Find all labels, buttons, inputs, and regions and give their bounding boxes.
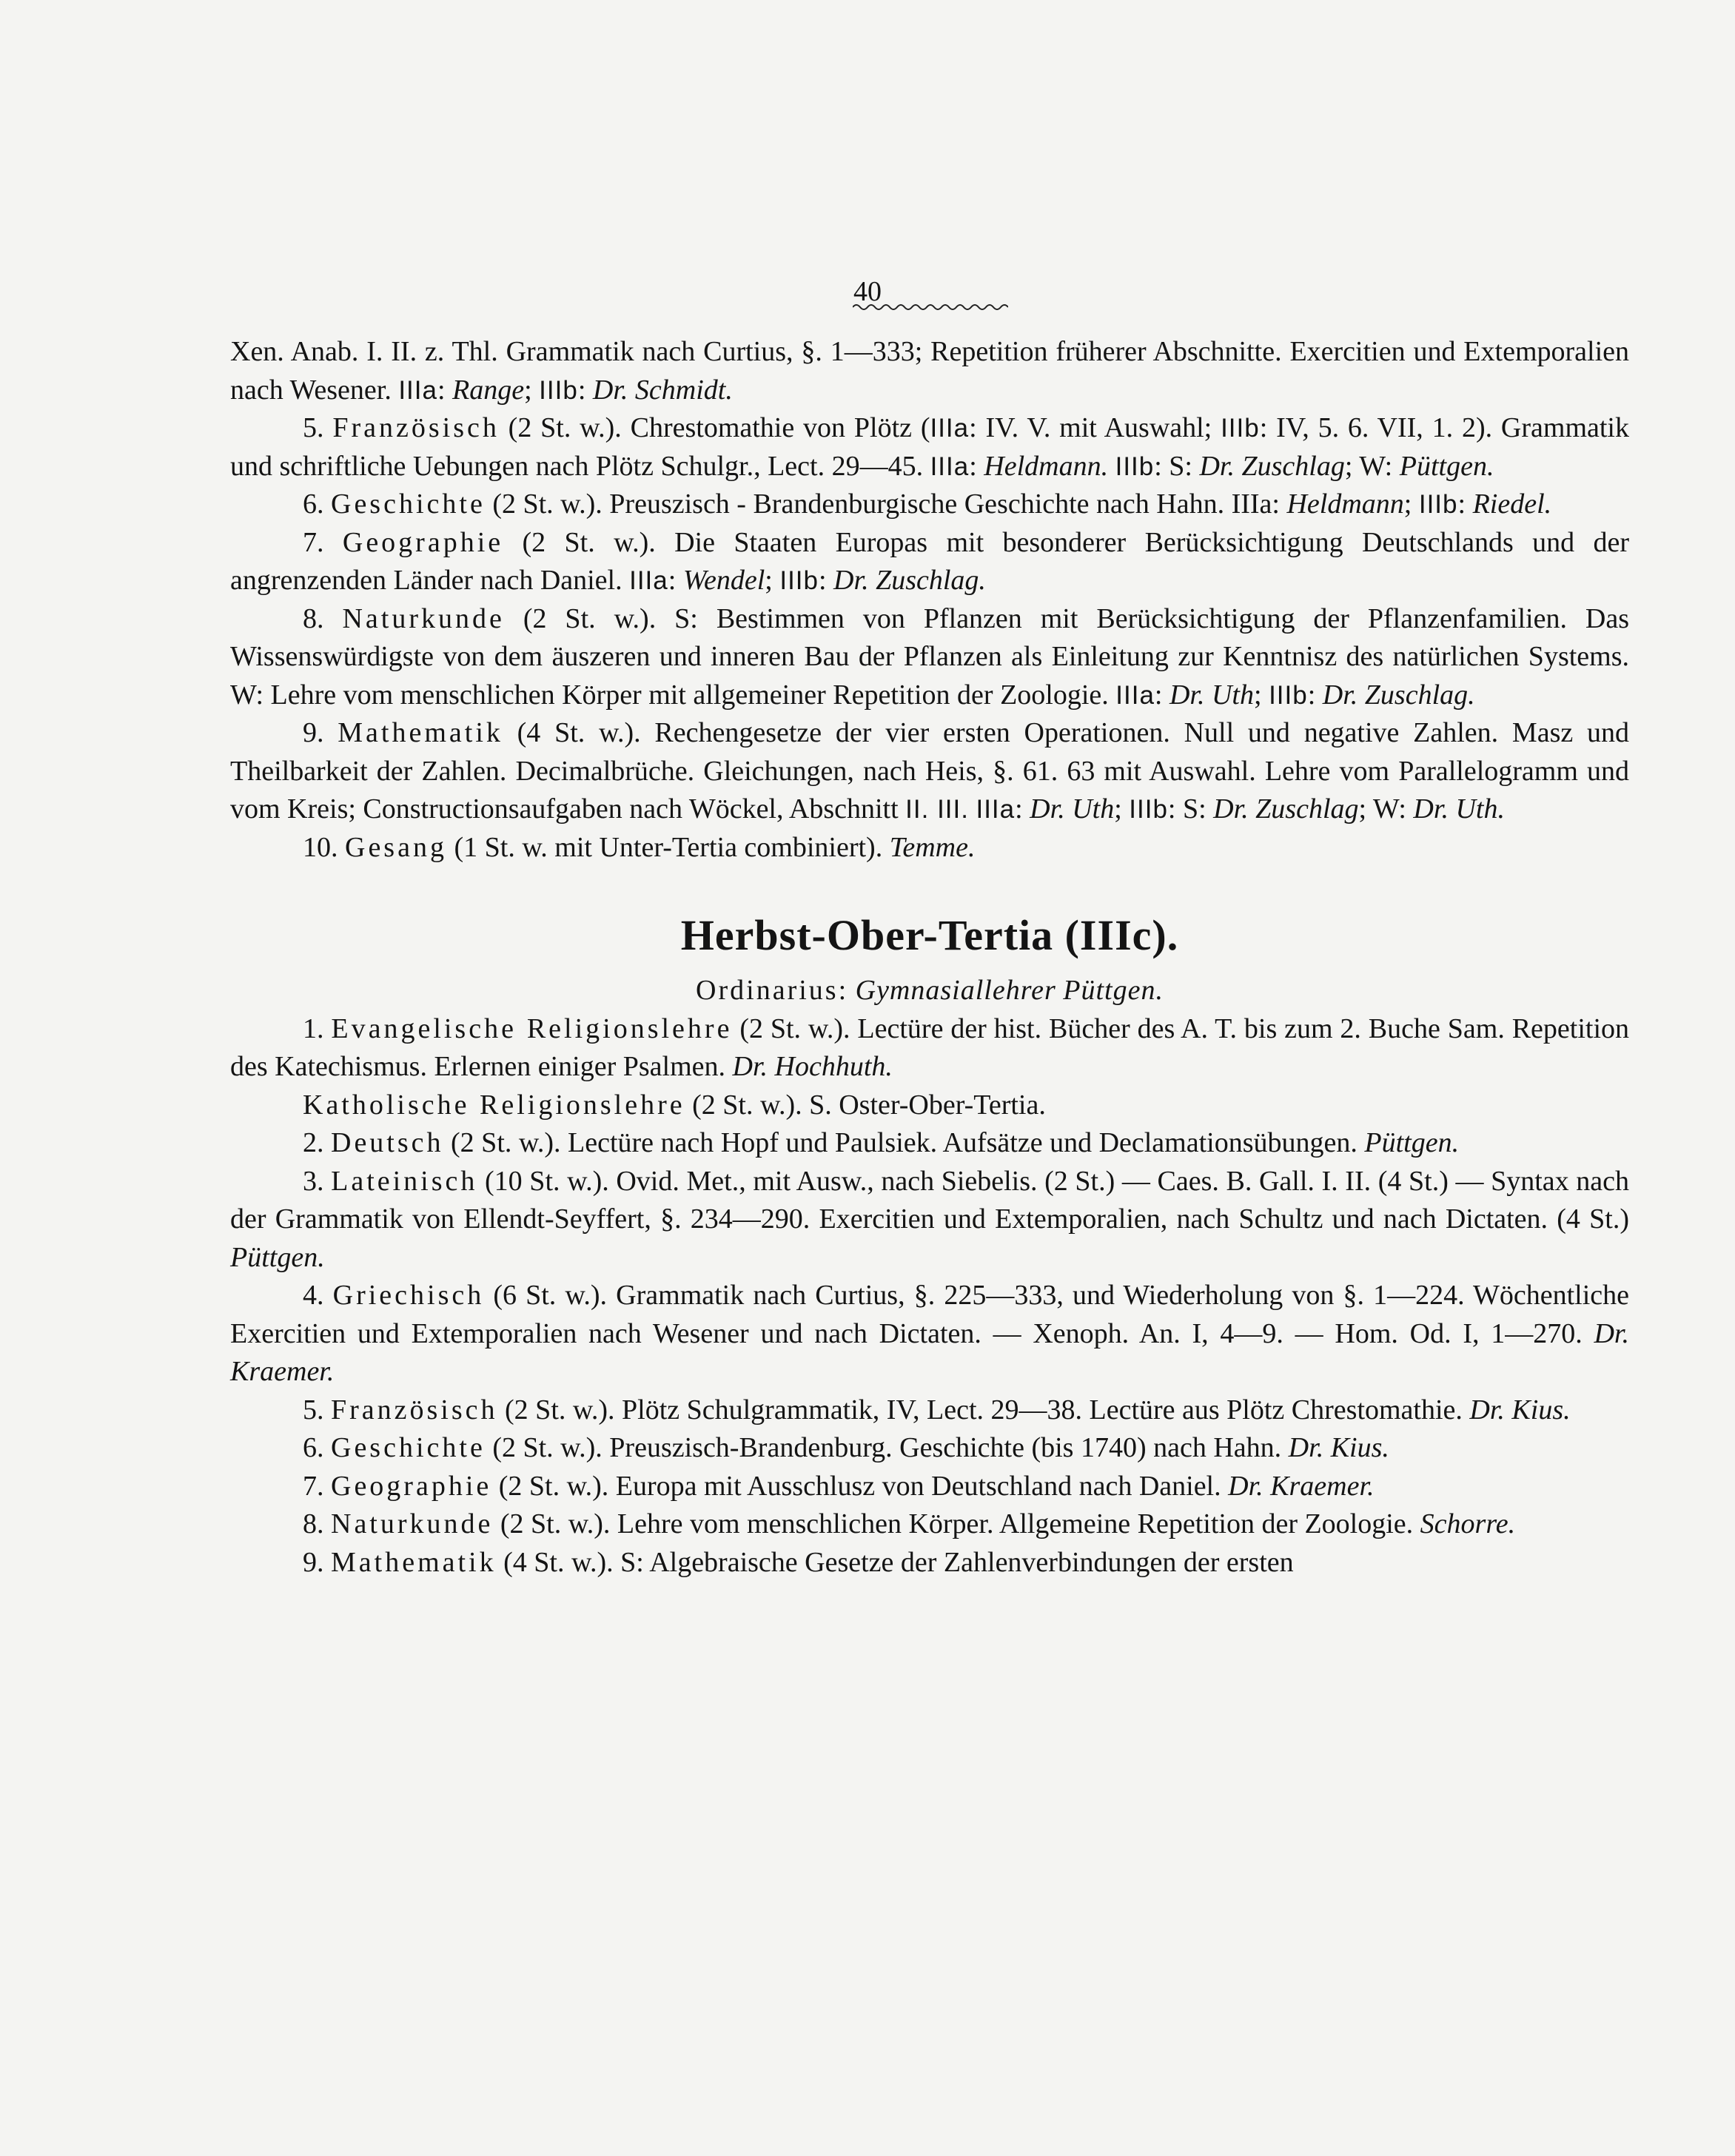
- class-label: IIIa: [398, 375, 437, 405]
- text-run: :: [437, 374, 453, 406]
- text-run: (4 St. w.). S: Algebraische Gesetze der Zahlenverbindungen der ersten: [496, 1546, 1294, 1578]
- text-run: (2 St. w.). Die Staaten Europas mit besonderer Berücksichtigung Deutschlands und der angrenzenden Länder nach Daniel.: [230, 526, 1630, 596]
- page-number: 40: [853, 276, 882, 307]
- teacher-name: Wendel: [682, 565, 765, 596]
- class-label: IIIa: [930, 451, 970, 481]
- text-run: (2 St. w.). Plötz Schulgrammatik, IV, Lect. 29—38. Lectüre aus Plötz Chrestomathie.: [497, 1394, 1470, 1425]
- subject-name: Griechisch: [332, 1280, 485, 1311]
- text-run: 2.: [303, 1127, 331, 1158]
- ordinarius-name: Püttgen.: [1063, 975, 1164, 1006]
- teacher-name: Dr. Zuschlag.: [1322, 679, 1475, 711]
- text-run: (1 St. w. mit Unter-Tertia combiniert).: [446, 831, 890, 863]
- teacher-name: Riedel.: [1472, 488, 1552, 520]
- subject-name: Lateinisch: [331, 1165, 478, 1197]
- text-run: (2 St. w.). S. Oster-Ober-Tertia.: [685, 1089, 1046, 1121]
- teacher-name: Temme.: [889, 831, 976, 863]
- teacher-name: Heldmann: [1286, 488, 1404, 520]
- paragraph: [230, 1391, 1629, 1430]
- text-run: :: [668, 565, 683, 596]
- teacher-name: Dr. Kius.: [1469, 1394, 1571, 1425]
- teacher-name: Dr. Kraemer.: [1228, 1470, 1375, 1502]
- class-label: IIIa: [629, 566, 668, 595]
- text-run: :: [969, 450, 984, 482]
- subject-name: Naturkunde: [342, 602, 505, 634]
- paragraph: [230, 486, 1629, 524]
- section-heading: Herbst-Ober-Tertia (IIIc).: [680, 911, 1179, 959]
- teacher-name: Dr. Kius.: [1288, 1432, 1389, 1463]
- paragraph: [230, 1505, 1629, 1544]
- text-run: 9.: [303, 717, 338, 748]
- teacher-name: Dr. Zuschlag.: [833, 565, 986, 596]
- subject-name: Französisch: [332, 412, 500, 443]
- subject-name: Mathematik: [338, 717, 503, 748]
- teacher-name: Püttgen.: [1364, 1127, 1460, 1158]
- text-run: 8.: [303, 1508, 331, 1539]
- subject-name: Gesang: [345, 831, 447, 863]
- paragraph: [230, 1468, 1629, 1506]
- paragraph: [230, 1277, 1629, 1391]
- teacher-name: Dr. Schmidt.: [592, 374, 733, 406]
- text-run: 1.: [303, 1012, 332, 1044]
- paragraph: [230, 333, 1629, 409]
- teacher-name: Püttgen.: [1399, 450, 1494, 482]
- teacher-name: Dr. Uth: [1030, 793, 1115, 825]
- text-run: (2 St. w.). Preuszisch - Brandenburgische Geschichte nach Hahn. IIIa:: [485, 488, 1287, 520]
- text-run: :: [577, 374, 593, 406]
- subject-name: Naturkunde: [331, 1508, 494, 1539]
- text-run: 3.: [303, 1165, 332, 1197]
- class-label: IIIa: [976, 795, 1016, 824]
- subject-name: Geographie: [342, 526, 504, 558]
- text-run: : IV, 5. 6. VII, 1. 2). Grammatik und schriftliche Uebungen nach Plötz Schulgr., Lect. 29—45.: [230, 412, 1629, 482]
- text-run: 7.: [303, 1470, 331, 1502]
- wavy-rule-ornament: [853, 302, 1008, 312]
- text-run: (2 St. w.). Lectüre nach Hopf und Paulsiek. Aufsätze und Declamationsübungen.: [443, 1127, 1365, 1158]
- text-run: (4 St. w.). Rechengesetze der vier ersten Operationen. Null und negative Zahlen. Masz und Theilbarkeit der Zahlen. Decimalbrüche. Gleichungen, nach Heis, §. 61. 63 mit Auswahl. Lehre vom Parallelogramm und vom Kreis; Constructionsaufgaben nach Wöckel, Abschnitt: [230, 717, 1630, 825]
- text-run: ; W:: [1358, 793, 1414, 825]
- paragraph: [230, 1087, 1629, 1125]
- text-run: (2 St. w.). Lehre vom menschlichen Körper. Allgemeine Repetition der Zoologie.: [493, 1508, 1420, 1539]
- subject-name: Mathematik: [331, 1546, 497, 1578]
- text-run: Xen. Anab. I. II. z. Thl. Grammatik nach Curtius, §. 1—333; Repetition früherer Abschnitte. Exercitien und Extemporalien nach Wesener.: [230, 336, 1629, 406]
- paragraph: [230, 1124, 1629, 1163]
- class-label: IIIa: [930, 414, 970, 443]
- class-label: IIIb: [1269, 680, 1308, 710]
- text-run: : S:: [1154, 450, 1200, 482]
- text-run: (2 St. w.). Europa mit Ausschlusz von Deutschland nach Daniel.: [491, 1470, 1229, 1502]
- class-label: IIIb: [1221, 414, 1260, 443]
- teacher-name: Range: [452, 374, 525, 406]
- ordinarius-title: Gymnasiallehrer: [855, 975, 1056, 1006]
- text-run: ;: [1114, 793, 1130, 825]
- text-run: : IV. V. mit Auswahl;: [969, 412, 1221, 443]
- text-run: (10 St. w.). Ovid. Met., mit Ausw., nach Siebelis. (2 St.) — Caes. B. Gall. I. II. (4 St.) — Syntax nach der Grammatik von Ellendt-Seyffert, §. 234—290. Exercitien und Extemporalien, nach Schultz und nach Dictaten. (4 St.): [230, 1165, 1629, 1235]
- paragraph: [230, 829, 1629, 867]
- text-run: 10.: [303, 831, 345, 863]
- text-run: :: [1457, 488, 1473, 520]
- class-label: IIIb: [1418, 490, 1458, 519]
- teacher-name: Dr. Zuschlag: [1213, 793, 1359, 825]
- text-run: (2 St. w.). Lectüre der hist. Bücher des A. T. bis zum 2. Buche Sam. Repetition des Katechismus. Erlernen einiger Psalmen.: [230, 1012, 1629, 1082]
- text-run: ;: [765, 565, 780, 596]
- paragraph: [230, 1163, 1629, 1277]
- text-run: 5.: [303, 1394, 331, 1425]
- teacher-name: Heldmann.: [984, 450, 1109, 482]
- bottom-section: [230, 1010, 1629, 1582]
- subject-name: Geschichte: [331, 488, 486, 520]
- class-label: IIIb: [539, 375, 578, 405]
- text-run: :: [1307, 679, 1323, 711]
- text-run: 8.: [303, 602, 343, 634]
- paragraph: [230, 524, 1629, 600]
- paragraph: [230, 1429, 1629, 1468]
- paragraph: [230, 1010, 1629, 1087]
- paragraph: [230, 1544, 1629, 1582]
- subject-name: Geschichte: [331, 1432, 486, 1463]
- teacher-name: Schorre.: [1420, 1508, 1516, 1539]
- subject-name: Evangelische Religionslehre: [331, 1012, 733, 1044]
- text-run: :: [818, 565, 834, 596]
- class-label: IIIb: [1115, 451, 1155, 481]
- class-label: IIIa: [1115, 680, 1155, 710]
- text-run: :: [1154, 679, 1169, 711]
- teacher-name: Dr. Uth: [1169, 679, 1254, 711]
- subject-name: Katholische Religionslehre: [303, 1089, 685, 1121]
- paragraph: [230, 409, 1629, 486]
- text-run: : S:: [1167, 793, 1214, 825]
- top-section: [230, 333, 1629, 867]
- text-run: 7.: [303, 526, 343, 558]
- class-label: IIIb: [779, 566, 819, 595]
- subject-name: Deutsch: [331, 1127, 444, 1158]
- class-label: II. III.: [905, 795, 969, 824]
- subject-name: Geographie: [331, 1470, 492, 1502]
- text-run: ;: [524, 374, 540, 406]
- text-run: 6.: [303, 488, 331, 520]
- body-text: [230, 333, 1629, 1582]
- paragraph: [230, 600, 1629, 715]
- text-run: (6 St. w.). Grammatik nach Curtius, §. 225—333, und Wiederholung von §. 1—224. Wöchentliche Exercitien und Extemporalien nach Wesener und nach Dictaten. — Xenoph. An. I, 4—9. — Hom. Od. I, 1—270.: [230, 1280, 1630, 1349]
- text-run: ; W:: [1344, 450, 1400, 482]
- text-run: 6.: [303, 1432, 331, 1463]
- text-run: [1108, 451, 1115, 482]
- text-run: ;: [1403, 488, 1419, 520]
- text-run: (2 St. w.). Chrestomathie von Plötz (: [499, 412, 930, 443]
- text-run: 5.: [303, 412, 333, 443]
- text-run: ;: [1254, 679, 1269, 711]
- ordinarius-label: Ordinarius:: [696, 975, 849, 1006]
- ordinarius-line: [230, 972, 1629, 1010]
- text-run: :: [1015, 793, 1030, 825]
- text-run: (2 St. w.). Preuszisch-Brandenburg. Geschichte (bis 1740) nach Hahn.: [485, 1432, 1289, 1463]
- teacher-name: Dr. Zuschlag: [1199, 450, 1345, 482]
- paragraph: [230, 714, 1629, 829]
- text-run: 4.: [303, 1280, 333, 1311]
- class-label: IIIb: [1129, 795, 1168, 824]
- teacher-name: Dr. Uth.: [1413, 793, 1505, 825]
- subject-name: Französisch: [331, 1394, 498, 1425]
- text-run: (2 St. w.). S: Bestimmen von Pflanzen mit Berücksichtigung der Pflanzenfamilien. Das Wissenswürdigste von dem äuszeren und inneren Bau der Pflanzen als Einleitung zur Kenntnisz des natürlichen Systems. W: Lehre vom menschlichen Körper mit allgemeiner Repetition der Zoologie.: [230, 602, 1630, 711]
- teacher-name: Dr. Kraemer.: [230, 1317, 1629, 1387]
- text-run: 9.: [303, 1546, 331, 1578]
- teacher-name: Dr. Hochhuth.: [732, 1051, 893, 1082]
- teacher-name: Püttgen.: [230, 1241, 325, 1273]
